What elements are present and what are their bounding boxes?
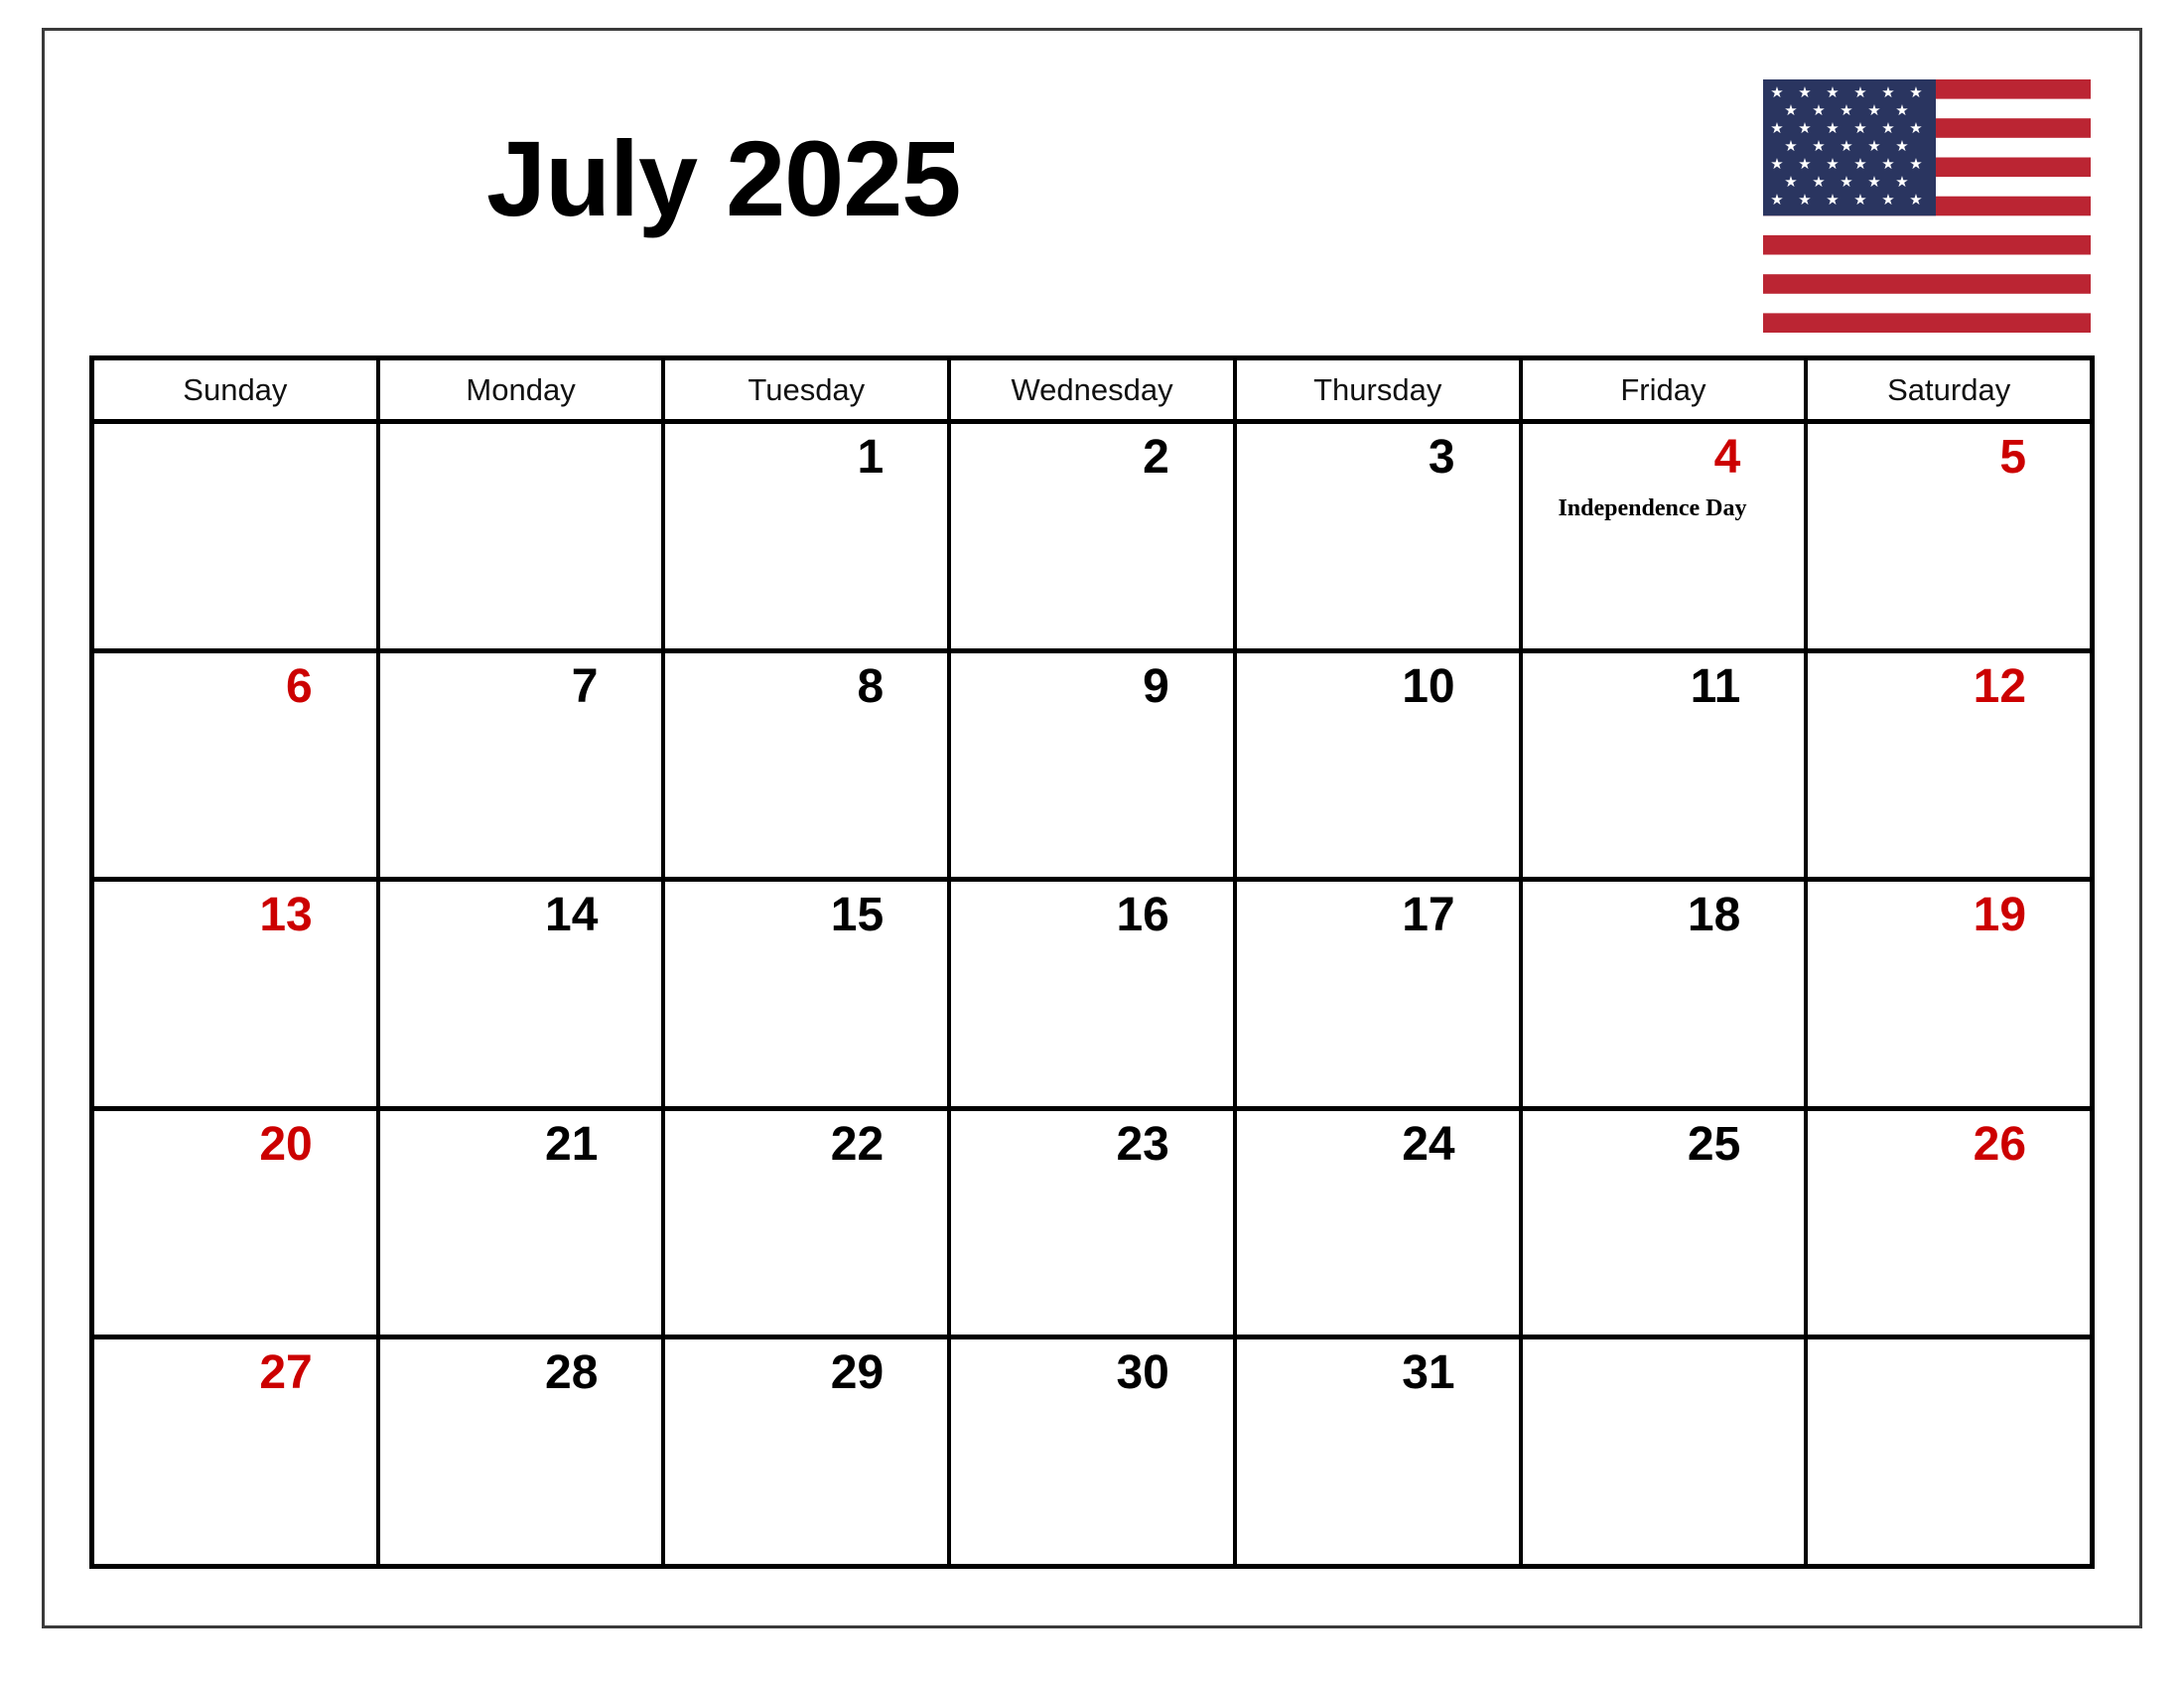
svg-text:★: ★ — [1826, 191, 1840, 209]
day-number: 17 — [1402, 889, 1455, 942]
svg-text:★: ★ — [1798, 83, 1812, 101]
day-cell[interactable] — [380, 1111, 666, 1336]
day-number: 5 — [1999, 431, 2027, 484]
svg-text:★: ★ — [1895, 101, 1909, 119]
svg-text:★: ★ — [1826, 155, 1840, 173]
svg-text:★: ★ — [1826, 83, 1840, 101]
weekday-monday: Monday — [380, 360, 666, 419]
day-cell[interactable] — [380, 1339, 666, 1564]
svg-text:★: ★ — [1909, 83, 1923, 101]
day-cell[interactable] — [1523, 882, 1809, 1106]
day-cell-holiday[interactable] — [1523, 424, 1809, 648]
svg-text:★: ★ — [1909, 191, 1923, 209]
day-number: 18 — [1687, 889, 1741, 942]
day-cell[interactable] — [94, 1111, 380, 1336]
day-number: 31 — [1402, 1346, 1455, 1400]
weekday-wednesday: Wednesday — [951, 360, 1237, 419]
day-cell[interactable] — [665, 1111, 951, 1336]
svg-text:★: ★ — [1812, 173, 1826, 191]
day-number: 9 — [1143, 659, 1169, 713]
day-number: 1 — [857, 431, 885, 484]
svg-text:★: ★ — [1881, 83, 1895, 101]
calendar-header — [89, 83, 2095, 308]
svg-text:★: ★ — [1812, 101, 1826, 119]
day-number: 4 — [1713, 431, 1741, 484]
day-cell[interactable] — [94, 424, 380, 648]
weekday-header-row — [94, 360, 2090, 424]
day-cell[interactable] — [380, 653, 666, 878]
svg-text:★: ★ — [1881, 191, 1895, 209]
week-row — [94, 1111, 2090, 1340]
weekday-sunday: Sunday — [94, 360, 380, 419]
svg-text:★: ★ — [1770, 83, 1784, 101]
weekday-thursday: Thursday — [1237, 360, 1523, 419]
svg-text:★: ★ — [1840, 101, 1853, 119]
day-cell[interactable] — [1237, 424, 1523, 648]
usa-flag-icon — [1763, 79, 2091, 333]
day-number: 7 — [571, 659, 599, 713]
day-number: 23 — [1116, 1117, 1169, 1171]
day-number: 8 — [857, 659, 885, 713]
week-row — [94, 424, 2090, 653]
day-cell[interactable] — [665, 653, 951, 878]
svg-text:★: ★ — [1840, 137, 1853, 155]
day-cell[interactable] — [1808, 424, 2090, 648]
svg-text:★: ★ — [1895, 137, 1909, 155]
week-row — [94, 882, 2090, 1111]
day-cell[interactable] — [1237, 653, 1523, 878]
day-number: 21 — [545, 1117, 599, 1171]
svg-text:★: ★ — [1826, 119, 1840, 137]
svg-text:★: ★ — [1853, 83, 1867, 101]
day-cell[interactable] — [951, 1111, 1237, 1336]
day-number: 14 — [545, 889, 599, 942]
day-cell[interactable] — [951, 653, 1237, 878]
svg-text:★: ★ — [1784, 173, 1798, 191]
day-number: 11 — [1690, 659, 1741, 713]
day-cell[interactable] — [1808, 1111, 2090, 1336]
day-number: 22 — [830, 1117, 885, 1171]
day-number: 24 — [1402, 1117, 1455, 1171]
day-cell[interactable] — [380, 424, 666, 648]
svg-text:★: ★ — [1798, 119, 1812, 137]
day-cell[interactable] — [1237, 1339, 1523, 1564]
day-number: 29 — [830, 1346, 885, 1400]
svg-text:★: ★ — [1784, 137, 1798, 155]
day-cell[interactable] — [665, 1339, 951, 1564]
svg-text:★: ★ — [1812, 137, 1826, 155]
svg-text:★: ★ — [1909, 119, 1923, 137]
day-number: 10 — [1402, 659, 1455, 713]
svg-text:★: ★ — [1853, 119, 1867, 137]
weekday-saturday: Saturday — [1887, 371, 2011, 407]
day-cell[interactable] — [1523, 1339, 1809, 1564]
day-cell[interactable] — [1808, 882, 2090, 1106]
svg-text:★: ★ — [1881, 119, 1895, 137]
day-cell[interactable] — [380, 882, 666, 1106]
svg-text:★: ★ — [1798, 155, 1812, 173]
day-cell[interactable] — [951, 424, 1237, 648]
day-cell[interactable] — [951, 882, 1237, 1106]
day-number: 13 — [259, 889, 313, 942]
day-number: 19 — [1973, 889, 2027, 942]
day-cell[interactable] — [94, 882, 380, 1106]
day-number: 3 — [1428, 431, 1455, 484]
day-number: 26 — [1973, 1117, 2027, 1171]
calendar-grid — [89, 355, 2095, 1569]
svg-text:★: ★ — [1853, 191, 1867, 209]
day-cell[interactable] — [1237, 882, 1523, 1106]
svg-text:★: ★ — [1770, 191, 1784, 209]
day-cell[interactable] — [665, 882, 951, 1106]
day-number: 25 — [1687, 1117, 1741, 1171]
svg-text:★: ★ — [1840, 173, 1853, 191]
day-number: 16 — [1116, 889, 1169, 942]
day-cell[interactable] — [1523, 653, 1809, 878]
svg-text:★: ★ — [1798, 191, 1812, 209]
day-number: 30 — [1116, 1346, 1169, 1400]
weekday-friday: Friday — [1523, 360, 1809, 419]
day-cell[interactable] — [951, 1339, 1237, 1564]
day-number: 6 — [286, 659, 313, 713]
svg-text:★: ★ — [1895, 173, 1909, 191]
day-cell[interactable] — [665, 424, 951, 648]
page-title: July 2025 — [486, 118, 961, 238]
svg-text:★: ★ — [1853, 155, 1867, 173]
svg-text:★: ★ — [1881, 155, 1895, 173]
day-number: 28 — [545, 1346, 599, 1400]
svg-text:★: ★ — [1770, 155, 1784, 173]
week-row — [94, 653, 2090, 883]
day-cell[interactable] — [1808, 1339, 2090, 1564]
svg-text:★: ★ — [1867, 173, 1881, 191]
svg-text:★: ★ — [1784, 101, 1798, 119]
day-cell[interactable] — [1237, 1111, 1523, 1336]
day-cell[interactable] — [1808, 653, 2090, 878]
svg-text:★: ★ — [1867, 101, 1881, 119]
day-number: 2 — [1143, 431, 1169, 484]
svg-text:★: ★ — [1867, 137, 1881, 155]
day-cell[interactable] — [94, 1339, 380, 1564]
day-cell[interactable] — [94, 653, 380, 878]
day-cell[interactable] — [1523, 1111, 1809, 1336]
day-event: Independence Day — [1558, 495, 1747, 521]
weekday-tuesday: Tuesday — [665, 360, 951, 419]
week-row — [94, 1339, 2090, 1564]
svg-text:★: ★ — [1909, 155, 1923, 173]
svg-text:★: ★ — [1770, 119, 1784, 137]
day-number: 20 — [259, 1117, 313, 1171]
day-number: 27 — [259, 1346, 313, 1400]
day-number: 15 — [830, 889, 885, 942]
day-number: 12 — [1973, 659, 2027, 713]
